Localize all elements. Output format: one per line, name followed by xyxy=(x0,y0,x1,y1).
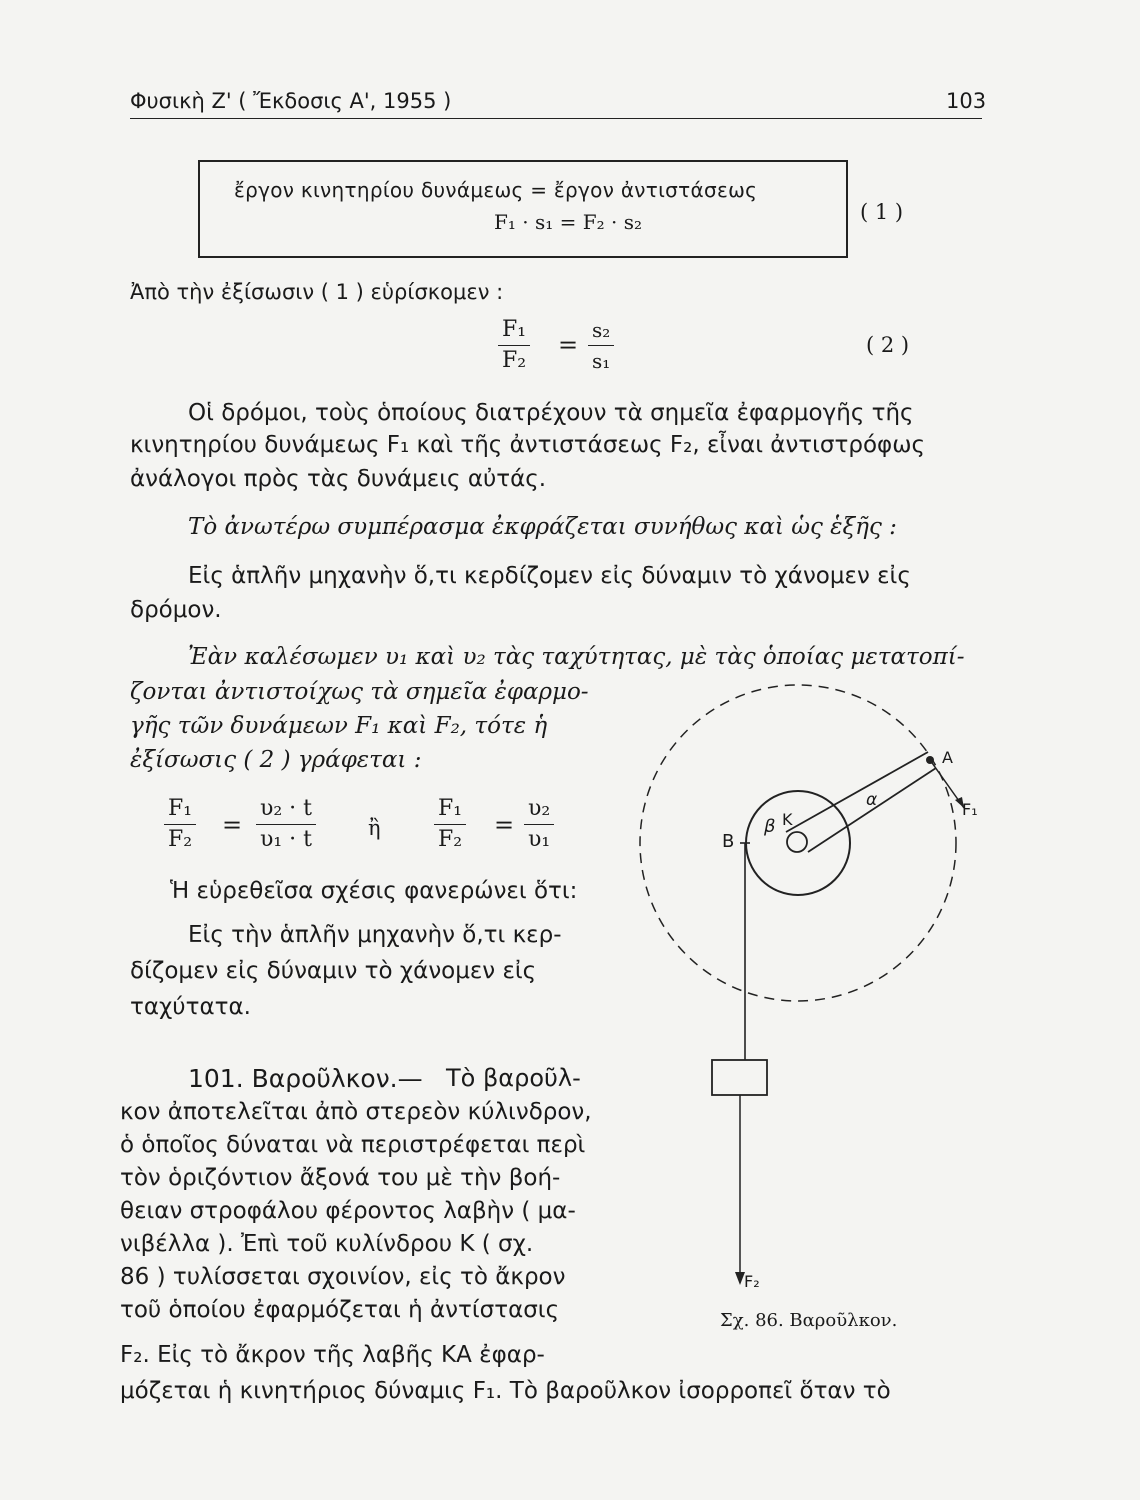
figure-label-B: B xyxy=(722,831,735,852)
figure-label-alpha: α xyxy=(866,790,878,810)
eq2-lhs-denominator: F₂ xyxy=(502,348,527,373)
eq3-fraction-d xyxy=(524,794,554,855)
para1-line3: ἀνάλογοι πρὸς τὰς δυνάμεις αὐτάς. xyxy=(130,466,547,492)
header-rule xyxy=(130,118,982,119)
para2: Τὸ ἀνωτέρω συμπέρασμα ἐκφράζεται συνήθως καὶ ὡς ἑξῆς : xyxy=(188,514,897,540)
para6-line2: δίζομεν εἰς δύναμιν τὸ χάνομεν εἰς xyxy=(130,958,537,984)
figure-label-F2: F₂ xyxy=(744,1272,760,1291)
eq2-lhs-numerator: F₁ xyxy=(502,317,527,342)
eq2-equals: = xyxy=(558,331,579,359)
eq3-b-numerator: υ₂ · t xyxy=(260,796,313,821)
eq3-fraction-c xyxy=(434,794,466,855)
figure-label-A: A xyxy=(942,748,953,767)
para6-line3: ταχύτατα. xyxy=(130,994,251,1020)
eq3-d-denominator: υ₁ xyxy=(528,827,551,852)
figure-label-beta: β xyxy=(764,816,776,837)
section-line5: θειαν στροφάλου φέροντος λαβὴν ( μα- xyxy=(120,1198,576,1224)
formula-box-line2: F₁ · s₁ = F₂ · s₂ xyxy=(494,210,642,234)
eq3-d-numerator: υ₂ xyxy=(528,796,551,821)
section-line6: νιβέλλα ). Ἐπὶ τοῦ κυλίνδρου Κ ( σχ. xyxy=(120,1231,534,1257)
handle-path-circle xyxy=(640,685,956,1001)
section-line8: τοῦ ὁποίου ἐφαρμόζεται ἡ ἀντίστασις xyxy=(120,1297,560,1323)
section-line2: κον ἀποτελεῖται ἀπὸ στερεὸν κύλινδρον, xyxy=(120,1099,592,1125)
figure-caption: Σχ. 86. Βαροῦλκον. xyxy=(720,1310,898,1331)
eq2-rhs-denominator: s₁ xyxy=(592,349,611,373)
eq3-fraction-a xyxy=(164,794,196,855)
section-line3: ὁ ὁποῖος δύναται νὰ περιστρέφεται περὶ xyxy=(120,1132,586,1158)
eq3-or: ἢ xyxy=(368,816,381,840)
para4-line2: ζονται ἀντιστοίχως τὰ σημεῖα ἐφαρμο- xyxy=(130,679,589,705)
figure-label-F1: F₁ xyxy=(962,800,978,819)
para4-line3: γῆς τῶν δυνάμεων F₁ καὶ F₂, τότε ἡ xyxy=(130,713,548,739)
equation-label-2: ( 2 ) xyxy=(866,333,910,357)
para1-line2: κινητηρίου δυνάμεως F₁ καὶ τῆς ἀντιστάσεως F₂, εἶναι ἀντιστρόφως xyxy=(130,432,925,458)
para6-line1: Εἰς τὴν ἁπλῆν μηχανὴν ὅ,τι κερ- xyxy=(188,922,562,948)
para5: Ἡ εὑρεθεῖσα σχέσις φανερώνει ὅτι: xyxy=(170,878,578,904)
eq3-a-denominator: F₂ xyxy=(168,827,193,852)
section-line7: 86 ) τυλίσσεται σχοινίον, εἰς τὸ ἄκρον xyxy=(120,1264,566,1290)
handle-rod-edge xyxy=(808,768,936,852)
para4-line4: ἐξίσωσις ( 2 ) γράφεται : xyxy=(130,747,422,773)
para4-line1: Ἐὰν καλέσωμεν υ₁ καὶ υ₂ τὰς ταχύτητας, μὲ τὰς ὁποίας μετατοπί- xyxy=(188,644,965,670)
eq3-fraction-b xyxy=(256,794,316,855)
eq3-c-numerator: F₁ xyxy=(438,796,463,821)
eq3-c-denominator: F₂ xyxy=(438,827,463,852)
formula-box-line1: ἔργον κινητηρίου δυνάμεως = ἔργον ἀντιστάσεως xyxy=(234,178,758,202)
eq2-rhs-fraction xyxy=(588,315,614,376)
winch-figure xyxy=(620,660,980,1320)
page-number: 103 xyxy=(946,89,987,113)
eq3-equals-2: = xyxy=(494,811,515,839)
eq3-a-numerator: F₁ xyxy=(168,796,193,821)
section-line1: Τὸ βαροῦλ- xyxy=(446,1064,581,1092)
running-header-title: Φυσικὴ Ζ' ( Ἔκδοσις Α', 1955 ) xyxy=(130,89,452,113)
section-last-line: μόζεται ἡ κινητήριος δύναμις F₁. Τὸ βαροῦλκον ἰσορροπεῖ ὅταν τὸ xyxy=(120,1378,891,1404)
eq2-intro: Ἀπὸ τὴν ἐξίσωσιν ( 1 ) εὑρίσκομεν : xyxy=(130,280,504,304)
eq2-rhs-numerator: s₂ xyxy=(592,318,611,342)
para3-line2: δρόμον. xyxy=(130,597,222,623)
section-line9: F₂. Εἰς τὸ ἄκρον τῆς λαβῆς ΚΑ ἐφαρ- xyxy=(120,1342,545,1368)
section-heading: 101. Βαροῦλκον.— xyxy=(188,1064,423,1093)
section-line4: τὸν ὁριζόντιον ἄξονά του μὲ τὴν βοή- xyxy=(120,1165,561,1191)
eq2-lhs-fraction xyxy=(498,315,530,376)
figure-label-K: K xyxy=(782,810,793,829)
formula-box xyxy=(198,160,848,258)
para3-line1: Εἰς ἁπλῆν μηχανὴν ὅ,τι κερδίζομεν εἰς δύναμιν τὸ χάνομεν εἰς xyxy=(188,563,911,589)
weight-block xyxy=(712,1060,767,1095)
eq3-b-denominator: υ₁ · t xyxy=(260,827,313,852)
cylinder-circle xyxy=(746,791,850,895)
equation-label-1: ( 1 ) xyxy=(860,200,904,224)
axle-circle xyxy=(787,832,807,852)
eq3-equals-1: = xyxy=(222,811,243,839)
para1-line1: Οἱ δρόμοι, τοὺς ὁποίους διατρέχουν τὰ σημεῖα ἐφαρμογῆς τῆς xyxy=(188,400,914,426)
